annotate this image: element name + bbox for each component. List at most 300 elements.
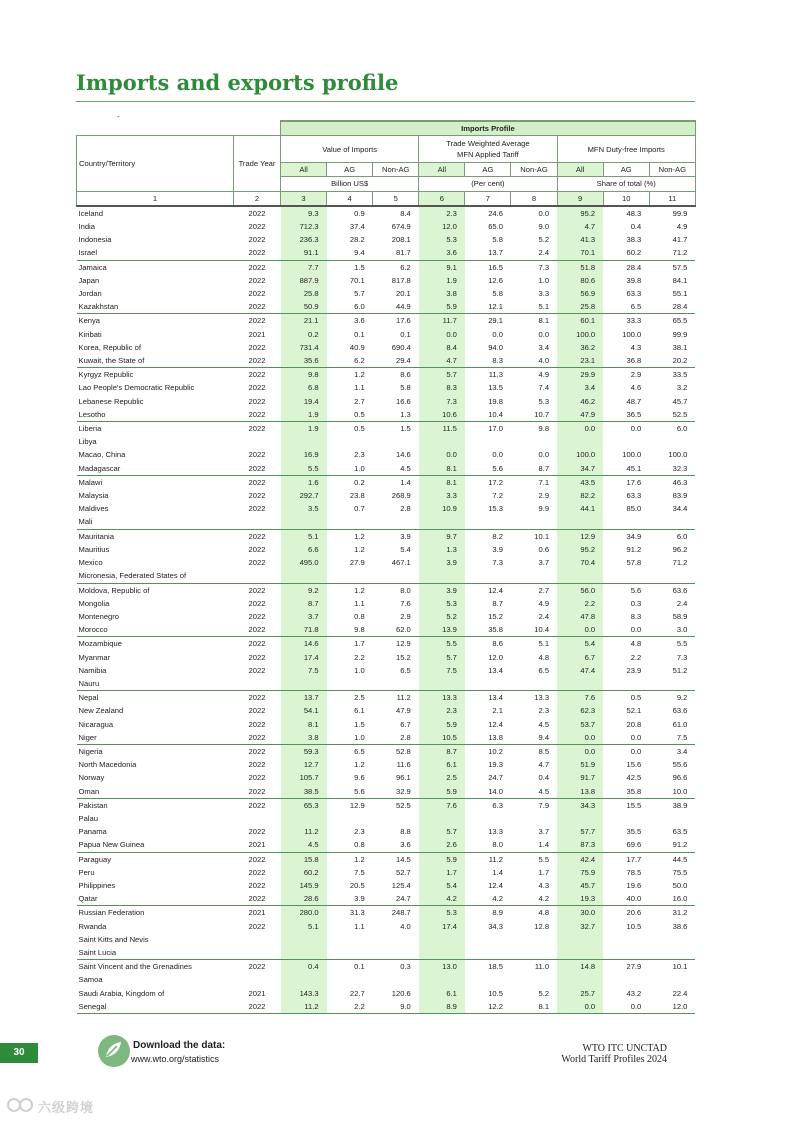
value-cell (603, 946, 649, 960)
header-imports-profile: Imports Profile (281, 121, 696, 136)
value-cell: 6.1 (354, 706, 365, 716)
value-cell: 16.0 (672, 894, 688, 904)
trade-year-cell: 2022 (248, 921, 266, 931)
value-cell: 36.2 (557, 341, 603, 354)
country-cell: India (78, 222, 95, 232)
value-cell: 25.8 (557, 300, 603, 314)
country-cell: Myanmar (78, 652, 111, 662)
value-cell: 1.2 (327, 852, 373, 866)
value-cell: 3.8 (281, 731, 327, 745)
value-cell: 20.2 (672, 356, 688, 366)
value-cell: 4.8 (511, 906, 557, 920)
table-row (77, 866, 696, 879)
table-row (77, 838, 696, 852)
value-cell (419, 973, 465, 986)
value-cell: 0.1 (400, 329, 411, 339)
table-row (77, 569, 696, 583)
value-cell: 18.5 (465, 960, 511, 974)
country-cell: Indonesia (78, 235, 112, 245)
value-cell: 58.9 (672, 611, 688, 621)
value-cell (373, 812, 419, 825)
value-cell: 78.5 (626, 867, 642, 877)
table-row (77, 785, 696, 799)
header-unit-tariff: (Per cent) (419, 177, 557, 191)
value-cell: 4.3 (538, 880, 550, 890)
value-cell: 5.6 (603, 583, 649, 597)
value-cell: 12.4 (488, 880, 503, 890)
header-sub-ag: AG (603, 163, 649, 177)
value-cell: 5.3 (419, 906, 465, 920)
value-cell: 85.0 (626, 504, 642, 514)
value-cell (649, 812, 695, 825)
value-cell (327, 569, 373, 583)
value-cell: 208.1 (391, 235, 411, 245)
value-cell: 0.0 (603, 744, 649, 758)
value-cell: 0.8 (354, 840, 365, 850)
value-cell: 3.4 (538, 342, 550, 352)
value-cell: 674.9 (391, 222, 411, 232)
column-number: 10 (603, 191, 649, 206)
trade-year-cell: 2022 (234, 583, 281, 597)
country-cell: Saint Lucia (78, 947, 117, 957)
value-cell: 2.3 (354, 450, 365, 460)
trade-year-cell: 2022 (248, 409, 266, 419)
value-cell: 11.0 (511, 960, 557, 974)
country-cell: Senegal (77, 1000, 234, 1014)
value-cell: 13.3 (511, 691, 557, 705)
value-cell: 2.4 (676, 598, 688, 608)
value-cell: 94.0 (488, 342, 503, 352)
value-cell: 4.2 (538, 894, 550, 904)
value-cell (603, 435, 649, 448)
value-cell: 10.0 (672, 786, 688, 796)
table-row (77, 771, 696, 784)
country-cell: Jamaica (77, 260, 234, 274)
country-cell: Palau (78, 813, 98, 823)
value-cell: 17.7 (603, 852, 649, 866)
value-cell: 3.6 (419, 246, 465, 260)
value-cell: 91.1 (281, 246, 327, 260)
value-cell: 36.8 (626, 356, 642, 366)
value-cell: 13.9 (419, 623, 465, 637)
value-cell: 60.1 (557, 314, 603, 328)
value-cell: 53.7 (557, 718, 603, 731)
value-cell: 34.9 (603, 529, 649, 543)
header-country: Country/Territory (77, 136, 234, 191)
value-cell (603, 677, 649, 691)
value-cell: 11.2 (373, 691, 419, 705)
country-cell: Mexico (78, 558, 103, 568)
country-cell: Panama (78, 827, 107, 837)
value-cell: 29.1 (465, 314, 511, 328)
country-cell: Liberia (77, 422, 234, 436)
value-cell: 47.4 (557, 664, 603, 677)
value-cell: 9.6 (354, 773, 365, 783)
trade-year-cell: 2022 (234, 529, 281, 543)
value-cell: 8.7 (281, 597, 327, 610)
value-cell: 4.8 (538, 652, 550, 662)
value-cell: 467.1 (391, 558, 411, 568)
value-cell: 1.5 (373, 422, 419, 436)
country-cell: Philippines (78, 880, 116, 890)
value-cell (649, 515, 695, 529)
value-cell: 20.8 (626, 719, 642, 729)
trade-year-cell: 2022 (248, 342, 266, 352)
value-cell: 3.3 (538, 289, 550, 299)
value-cell (649, 973, 695, 986)
value-cell: 4.5 (281, 838, 327, 852)
value-cell: 13.4 (488, 665, 503, 675)
trade-year-cell: 2022 (234, 475, 281, 489)
trade-year-cell: 2022 (234, 1000, 281, 1014)
value-cell: 8.3 (492, 356, 503, 366)
publisher-line1: WTO ITC UNCTAD (582, 1043, 667, 1054)
value-cell: 62.0 (396, 625, 411, 635)
value-cell: 31.2 (649, 906, 695, 920)
value-cell: 50.9 (281, 300, 327, 314)
value-cell: 2.9 (538, 491, 550, 501)
value-cell: 8.9 (419, 1000, 465, 1014)
trade-year-cell: 2022 (248, 491, 266, 501)
value-cell: 5.7 (419, 368, 465, 382)
trade-year-cell: 2022 (248, 289, 266, 299)
value-cell: 731.4 (281, 341, 327, 354)
table-row (77, 408, 696, 422)
country-cell: Mongolia (78, 598, 110, 608)
value-cell: 2.8 (400, 504, 411, 514)
value-cell (373, 973, 419, 986)
header-unit-value: Billion US$ (281, 177, 419, 191)
value-cell: 2.3 (419, 704, 465, 717)
value-cell: 56.9 (557, 287, 603, 300)
value-cell: 11.7 (419, 314, 465, 328)
value-cell: 5.3 (419, 597, 465, 610)
trade-year-cell: 2022 (248, 867, 266, 877)
value-cell: 17.4 (281, 651, 327, 664)
value-cell: 9.9 (538, 504, 550, 514)
value-cell: 6.2 (373, 260, 419, 274)
value-cell: 19.3 (557, 892, 603, 906)
value-cell: 12.4 (488, 719, 503, 729)
value-cell: 96.2 (672, 544, 688, 554)
value-cell: 96.1 (396, 773, 411, 783)
country-cell: Paraguay (77, 852, 234, 866)
trade-year-cell: 2022 (234, 960, 281, 974)
value-cell: 4.2 (492, 894, 503, 904)
value-cell: 7.3 (492, 558, 503, 568)
value-cell: 6.8 (281, 381, 327, 394)
table-row (77, 825, 696, 838)
header-blank (77, 121, 281, 136)
table-row (77, 758, 696, 771)
value-cell: 25.8 (281, 287, 327, 300)
value-cell: 887.9 (281, 274, 327, 287)
value-cell (281, 677, 327, 691)
value-cell (603, 515, 649, 529)
value-cell: 12.0 (419, 220, 465, 233)
value-cell: 25.7 (557, 987, 603, 1000)
value-cell: 9.7 (419, 529, 465, 543)
value-cell: 4.7 (557, 220, 603, 233)
value-cell: 70.1 (349, 275, 365, 285)
table-row (77, 718, 696, 731)
trade-year-cell: 2022 (248, 665, 266, 675)
value-cell (327, 812, 373, 825)
title-rule (76, 101, 695, 102)
country-cell: Norway (78, 773, 105, 783)
trade-year-cell (234, 933, 281, 946)
value-cell: 24.7 (396, 894, 411, 904)
value-cell: 3.2 (676, 383, 688, 393)
header-sub-all: All (419, 163, 465, 177)
value-cell: 0.8 (354, 611, 365, 621)
value-cell: 5.9 (419, 852, 465, 866)
value-cell: 3.4 (649, 744, 695, 758)
header-unit-share: Share of total (%) (557, 177, 695, 191)
value-cell: 60.2 (281, 866, 327, 879)
value-cell: 35.5 (626, 827, 642, 837)
value-cell (419, 812, 465, 825)
trade-year-cell: 2022 (234, 368, 281, 382)
value-cell (373, 435, 419, 448)
trade-year-cell: 2022 (248, 598, 266, 608)
value-cell: 0.0 (538, 329, 550, 339)
value-cell: 7.5 (676, 732, 688, 742)
table-row (77, 933, 696, 946)
value-cell: 2.7 (511, 583, 557, 597)
value-cell: 11.2 (465, 852, 511, 866)
header-sub-ag: AG (327, 163, 373, 177)
value-cell: 38.9 (649, 798, 695, 812)
value-cell: 5.7 (354, 289, 365, 299)
value-cell: 9.8 (511, 422, 557, 436)
value-cell: 6.5 (538, 665, 550, 675)
table-row (77, 623, 696, 637)
trade-year-cell (234, 812, 281, 825)
value-cell: 16.6 (396, 396, 411, 406)
value-cell: 5.1 (281, 529, 327, 543)
value-cell: 1.2 (327, 368, 373, 382)
value-cell: 0.1 (354, 329, 365, 339)
value-cell: 34.7 (557, 462, 603, 476)
value-cell (419, 435, 465, 448)
value-cell: 1.5 (327, 260, 373, 274)
value-cell: 2.3 (538, 706, 550, 716)
trade-year-cell: 2022 (248, 396, 266, 406)
table-row (77, 314, 696, 328)
value-cell (603, 569, 649, 583)
value-cell: 52.7 (396, 867, 411, 877)
value-cell: 1.9 (419, 274, 465, 287)
value-cell: 0.2 (281, 328, 327, 341)
value-cell (281, 812, 327, 825)
value-cell: 10.5 (626, 921, 642, 931)
value-cell: 0.0 (492, 450, 503, 460)
value-cell: 125.4 (391, 880, 411, 890)
country-cell: Saudi Arabia, Kingdom of (78, 988, 165, 998)
value-cell: 3.0 (676, 625, 688, 635)
value-cell: 12.7 (281, 758, 327, 771)
country-cell: Lesotho (78, 409, 106, 419)
value-cell: 495.0 (281, 556, 327, 569)
value-cell: 62.3 (557, 704, 603, 717)
page-number: 30 (0, 1043, 38, 1063)
value-cell (557, 677, 603, 691)
value-cell: 10.4 (488, 409, 503, 419)
country-cell: Israel (78, 248, 98, 258)
value-cell: 6.1 (419, 987, 465, 1000)
value-cell (465, 812, 511, 825)
download-title: Download the data: (133, 1040, 226, 1051)
value-cell: 268.9 (391, 491, 411, 501)
value-cell: 38.6 (672, 921, 688, 931)
trade-year-cell: 2022 (248, 706, 266, 716)
table-row (77, 274, 696, 287)
value-cell: 15.2 (488, 611, 503, 621)
value-cell: 29.4 (396, 356, 411, 366)
value-cell: 65.0 (488, 222, 503, 232)
value-cell: 100.0 (622, 329, 642, 339)
trade-year-cell: 2022 (248, 732, 266, 742)
value-cell: 10.1 (511, 529, 557, 543)
value-cell (557, 435, 603, 448)
table-row (77, 220, 696, 233)
value-cell: 20.6 (603, 906, 649, 920)
value-cell: 280.0 (281, 906, 327, 920)
country-cell: North Macedonia (78, 760, 137, 770)
value-cell: 24.6 (488, 208, 503, 218)
value-cell: 3.7 (538, 827, 550, 837)
page-title: Imports and exports profile (76, 70, 399, 95)
value-cell: 1.2 (327, 529, 373, 543)
country-cell: Saint Vincent and the Grenadines (77, 960, 234, 974)
country-cell: Libya (78, 437, 97, 447)
value-cell: 0.0 (419, 328, 465, 341)
value-cell: 12.2 (465, 1000, 511, 1014)
value-cell: 99.9 (672, 208, 688, 218)
value-cell (557, 973, 603, 986)
header-twa-line2: MFN Applied Tariff (457, 150, 519, 160)
value-cell: 87.3 (557, 838, 603, 852)
value-cell: 8.0 (373, 583, 419, 597)
download-link[interactable]: www.wto.org/statistics (131, 1054, 220, 1064)
country-cell: Russian Federation (77, 906, 234, 920)
value-cell: 19.8 (488, 396, 503, 406)
value-cell: 9.8 (281, 368, 327, 382)
value-cell (511, 946, 557, 960)
trade-year-cell: 2022 (248, 625, 266, 635)
publisher-line2: World Tariff Profiles 2024 (561, 1054, 667, 1065)
value-cell: 23.9 (626, 665, 642, 675)
value-cell: 5.9 (419, 718, 465, 731)
country-cell: Moldova, Republic of (77, 583, 234, 597)
trade-year-cell: 2022 (234, 260, 281, 274)
country-cell: Saint Kitts and Nevis (78, 934, 149, 944)
table-row (77, 435, 696, 448)
value-cell: 8.7 (538, 463, 550, 473)
value-cell: 2.5 (327, 691, 373, 705)
value-cell: 84.1 (672, 275, 688, 285)
value-cell: 1.0 (354, 732, 365, 742)
table-row (77, 246, 696, 260)
value-cell: 5.2 (538, 235, 550, 245)
value-cell: 12.0 (488, 652, 503, 662)
value-cell: 99.9 (672, 329, 688, 339)
value-cell: 3.9 (354, 894, 365, 904)
value-cell: 59.3 (281, 744, 327, 758)
table-row (77, 556, 696, 569)
table-row (77, 422, 696, 436)
value-cell: 35.6 (281, 354, 327, 368)
value-cell (373, 569, 419, 583)
header-duty-free: MFN Duty-free Imports (557, 136, 695, 163)
download-data-icon[interactable] (97, 1034, 131, 1068)
value-cell: 10.4 (534, 625, 550, 635)
trade-year-cell: 2022 (248, 248, 266, 258)
value-cell: 0.0 (557, 731, 603, 745)
header-value-of-imports: Value of Imports (281, 136, 419, 163)
value-cell: 13.3 (419, 691, 465, 705)
country-cell: Japan (78, 275, 100, 285)
value-cell: 47.9 (557, 408, 603, 422)
table-row (77, 610, 696, 623)
value-cell: 14.5 (373, 852, 419, 866)
value-cell: 8.5 (511, 744, 557, 758)
value-cell: 1.4 (492, 867, 503, 877)
value-cell: 28.4 (603, 260, 649, 274)
header-trade-weighted-average (419, 136, 557, 163)
value-cell: 52.5 (373, 798, 419, 812)
value-cell: 13.0 (419, 960, 465, 974)
table-row (77, 879, 696, 892)
value-cell: 38.3 (626, 235, 642, 245)
country-cell: Papua New Guinea (78, 840, 145, 850)
value-cell: 61.0 (672, 719, 688, 729)
dash-mark: - (117, 112, 120, 121)
value-cell (511, 812, 557, 825)
value-cell: 82.2 (557, 489, 603, 502)
value-cell: 55.1 (672, 289, 688, 299)
value-cell: 7.5 (281, 664, 327, 677)
value-cell: 2.2 (354, 652, 365, 662)
value-cell: 37.4 (349, 222, 365, 232)
value-cell (327, 933, 373, 946)
value-cell: 39.8 (626, 275, 642, 285)
country-cell: Kazakhstan (78, 302, 119, 312)
table-row (77, 651, 696, 664)
value-cell: 7.1 (511, 475, 557, 489)
table-row (77, 300, 696, 314)
value-cell: 27.9 (603, 960, 649, 974)
value-cell: 41.7 (672, 235, 688, 245)
value-cell: 3.9 (373, 529, 419, 543)
trade-year-cell: 2022 (248, 383, 266, 393)
value-cell: 10.7 (534, 409, 550, 419)
value-cell: 75.9 (557, 866, 603, 879)
value-cell (465, 946, 511, 960)
value-cell (327, 677, 373, 691)
value-cell: 6.7 (557, 651, 603, 664)
value-cell: 4.5 (400, 463, 411, 473)
value-cell: 69.6 (626, 840, 642, 850)
value-cell (649, 677, 695, 691)
value-cell: 14.8 (557, 960, 603, 974)
table-row (77, 852, 696, 866)
value-cell: 2.6 (419, 838, 465, 852)
value-cell: 70.1 (557, 246, 603, 260)
value-cell (649, 946, 695, 960)
value-cell (557, 933, 603, 946)
